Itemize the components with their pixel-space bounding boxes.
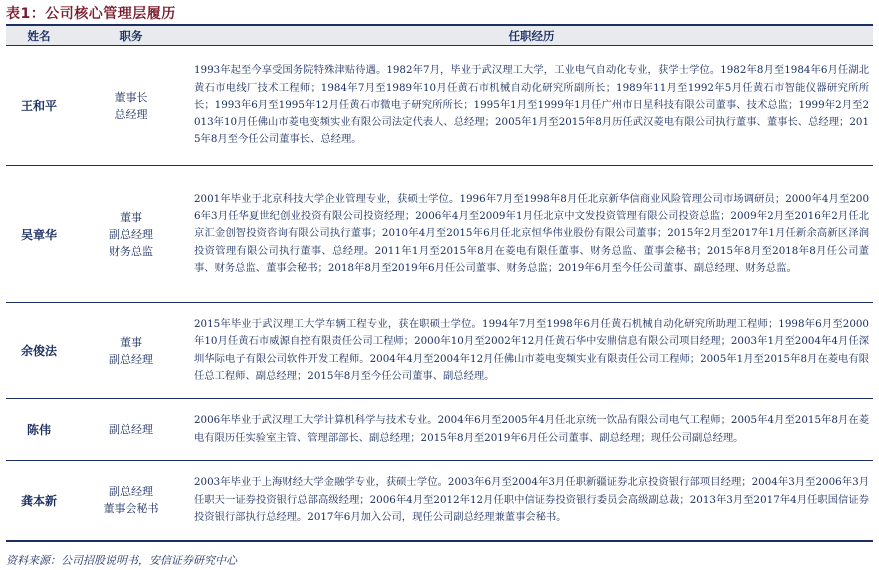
person-positions [72, 303, 190, 399]
position-label: 财务总监 [109, 244, 153, 258]
table-header-row [6, 25, 873, 46]
table-row [6, 399, 873, 461]
table-row [6, 303, 873, 399]
table-title: 表1：公司核心管理层履历 [6, 6, 176, 22]
position-label: 副总经理 [109, 423, 153, 436]
management-table [6, 24, 873, 542]
position-label: 副总经理 [109, 227, 153, 241]
position-label: 总经理 [114, 107, 148, 121]
person-positions [72, 461, 190, 541]
position-label: 副总经理 [109, 485, 153, 499]
person-experience: 2003年毕业于上海财经大学金融学专业，获硕士学位。2003年6月至2004年3月任职新疆证券北京投资银行部项目经理；2004年3月至2006年3月任职天一证券投资银行总部高级经理；2006年4月至2012年12月任职中信证券投资银行委员会高级副总裁；2013年3月至2017年4月任职国信证券投资银行部执行总经理。2017年6月加入公司，现任公司副总经理兼董事会秘书。 [190, 461, 873, 541]
person-experience: 1993年起至今享受国务院特殊津贴待遇。1982年7月，毕业于武汉理工大学，工业电气自动化专业，获学士学位。1982年8月至1984年6月任湖北黄石市电线厂技术工程师；1984年7月至1989年10月任黄石市机械自动化研究所副所长；1989年11月至1992年5月任黄石市智能仪器研究所所长；1993年6月至1995年12月任黄石市微电子研究所所长；1995年1月至1999年1月任广州市日星科技有限公司董事、技术总监；1999年2月至2013年10月任佛山市菱电变频实业有限公司法定代表人、总经理；2005年1月至2015年8月历任武汉菱电有限公司执行董事、董事长、总经理；2015年8月至今任公司董事长、总经理。 [190, 46, 873, 166]
header-position: 职务 [72, 25, 190, 46]
position-label: 董事 [120, 335, 142, 349]
person-positions [72, 166, 190, 303]
position-label: 董事长 [114, 90, 148, 104]
person-experience: 2001年毕业于北京科技大学企业管理专业，获硕士学位。1996年7月至1998年8月任北京新华信商业风险管理公司市场调研员；2000年4月至2006年3月任华夏世纪创业投资有限公司投资经理；2006年4月至2009年1月任北京中文发投资管理有限公司投资总监；2009年2月至2016年2月任北京汇金创智投资咨询有限公司执行董事；2010年4月至2015年6月任北京恒华伟业股份有限公司董事；2015年2月至2017年1月任新余高新区泽润投资管理有限公司执行董事、总经理。2011年1月至2015年8月在菱电有限任董事、财务总监、董事会秘书；2015年8月至2018年8月任公司董事、财务总监、董事会秘书；2018年8月至2019年6月任公司董事、财务总监；2019年6月至今任公司董事、副总经理、财务总监。 [190, 166, 873, 303]
person-name: 王和平 [6, 46, 72, 166]
source-note: 资料来源：公司招股说明书，安信证券研究中心 [6, 554, 237, 567]
person-name: 龚本新 [6, 461, 72, 541]
table-row [6, 166, 873, 303]
table-row [6, 46, 873, 166]
person-name: 陈伟 [6, 399, 72, 461]
person-name: 吴章华 [6, 166, 72, 303]
position-label: 董事 [120, 210, 142, 224]
person-positions [72, 46, 190, 166]
header-name: 姓名 [6, 25, 72, 46]
person-name: 余俊法 [6, 303, 72, 399]
person-experience: 2015年毕业于武汉理工大学车辆工程专业，获在职硕士学位。1994年7月至1998年6月任黄石机械自动化研究所助理工程师；1998年6月至2000年10月任黄石市威源自控有限责任公司工程师；2000年10月至2002年12月任黄石华中安鼎信息有限公司项目经理；2003年1月至2004年4月任深圳华际电子有限公司软件开发工程师。2004年4月至2004年12月任佛山市菱电变频实业有限责任公司工程师；2005年1月至2015年8月在菱电有限任总工程师、副总经理；2015年8月至今任公司董事、副总经理。 [190, 303, 873, 399]
table-row [6, 461, 873, 541]
position-label: 董事会秘书 [103, 502, 159, 516]
position-label: 副总经理 [109, 352, 153, 366]
person-positions [72, 399, 190, 461]
header-experience: 任职经历 [190, 25, 873, 46]
person-experience: 2006年毕业于武汉理工大学计算机科学与技术专业。2004年6月至2005年4月任北京统一饮品有限公司电气工程师；2005年4月至2015年8月在菱电有限历任实验室主管、管理部部长、副总经理；2015年8月至2019年6月任公司董事、副总经理；现任公司副总经理。 [190, 399, 873, 461]
